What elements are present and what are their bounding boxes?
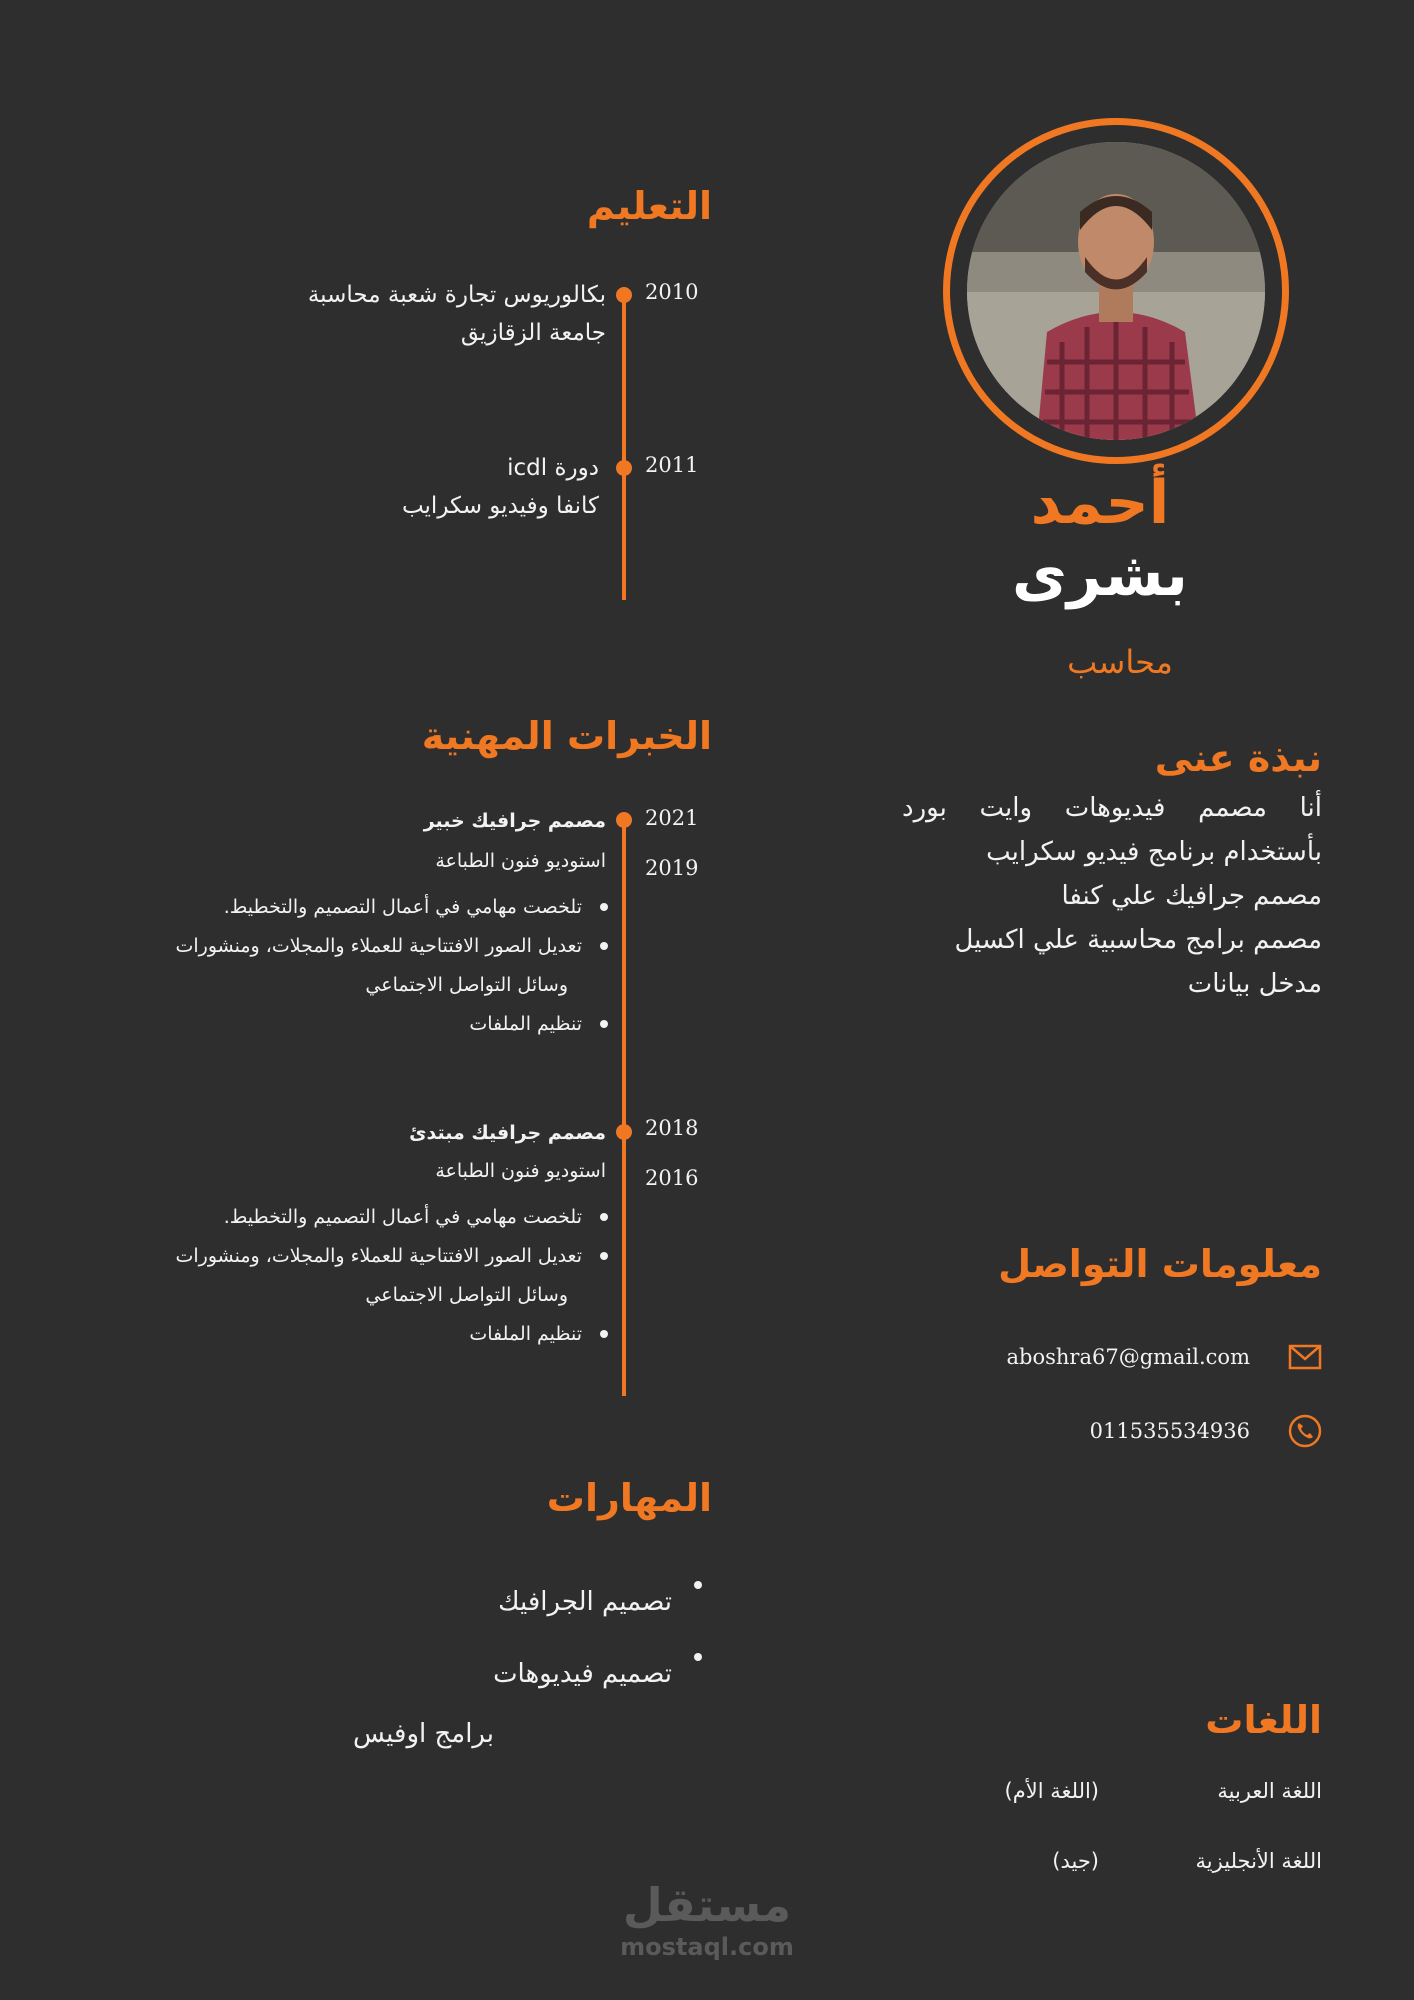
experience-year-end: 2018 [645,1116,699,1140]
job-title: مصمم جرافيك مبتدئ [409,1122,606,1144]
mail-icon [1288,1340,1322,1374]
language-name: اللغة الأنجليزية [1195,1849,1322,1873]
skills-list [493,1566,708,1710]
education-year: 2010 [645,280,699,304]
job-title: محاسب [1067,643,1173,681]
about-text [902,786,1322,1006]
skills-heading: المهارات [546,1476,712,1520]
duty-item: تعديل الصور الافتتاحية للعملاء والمجلات، ومنشورات [176,927,615,966]
experience-duties [176,1198,615,1276]
experience-duties [469,1315,614,1354]
education-year: 2011 [645,453,699,477]
duty-item: تلخصت مهامي في أعمال التصميم والتخطيط. [176,1198,615,1237]
duty-item-continued: وسائل التواصل الاجتماعي [365,1284,568,1306]
timeline-dot [616,460,632,476]
experience-year-start: 2016 [645,1166,699,1190]
about-line: مصمم برامج محاسبية علي اكسيل [954,925,1322,955]
job-title: مصمم جرافيك خبير [423,810,606,832]
education-heading: التعليم [586,184,712,228]
about-line: بأستخدام برنامج فيديو سكرايب [986,837,1322,867]
timeline-dot [616,287,632,303]
watermark-logo: مستقل [622,1878,792,1932]
about-line: مدخل بيانات [1187,969,1322,999]
phone-icon [1288,1414,1322,1448]
institution: جامعة الزقازيق [460,320,606,346]
watermark-url: mostaql.com [620,1933,794,1961]
skill-item-extra: برامج اوفيس [353,1719,494,1749]
phone-number[interactable]: 011535534936 [1089,1419,1250,1443]
degree-title: بكالوريوس تجارة شعبة محاسبة [307,282,606,308]
experience-duties [176,888,615,966]
timeline-dot [616,1124,632,1140]
about-line: أنا مصمم فيديوهات وايت بورد [902,793,1322,823]
avatar [967,142,1265,440]
course-detail: كانفا وفيديو سكرايب [401,493,599,519]
email-link[interactable]: aboshra67@gmail.com [1006,1345,1250,1369]
timeline-dot [616,812,632,828]
skill-item: تصميم الجرافيك [493,1566,708,1638]
languages-heading: اللغات [1205,1698,1322,1742]
experience-year-start: 2019 [645,856,699,880]
language-name: اللغة العربية [1217,1779,1322,1803]
duty-item: تلخصت مهامي في أعمال التصميم والتخطيط. [176,888,615,927]
course-title: دورة icdl [507,455,599,481]
skill-item: تصميم فيديوهات [493,1638,708,1710]
duty-item-continued: وسائل التواصل الاجتماعي [365,974,568,996]
company-name: استوديو فنون الطباعة [435,850,606,872]
contact-heading: معلومات التواصل [998,1242,1322,1286]
education-timeline [622,296,626,600]
first-name: أحمد [1030,468,1170,538]
language-level: (جيد) [1052,1849,1099,1873]
language-level: (اللغة الأم) [1004,1779,1099,1803]
duty-item: تنظيم الملفات [469,1005,614,1044]
about-heading: نبذة عنى [1154,736,1322,780]
experience-heading: الخبرات المهنية [421,714,712,758]
experience-timeline [622,820,626,1396]
education-entry [308,276,606,352]
duty-item: تنظيم الملفات [469,1315,614,1354]
experience-duties [469,1005,614,1044]
experience-year-end: 2021 [645,806,699,830]
duty-item: تعديل الصور الافتتاحية للعملاء والمجلات، ومنشورات [176,1237,615,1276]
education-entry [402,449,599,525]
last-name: بشرى [1012,540,1188,610]
company-name: استوديو فنون الطباعة [435,1160,606,1182]
about-line: مصمم جرافيك علي كنفا [1061,881,1322,911]
